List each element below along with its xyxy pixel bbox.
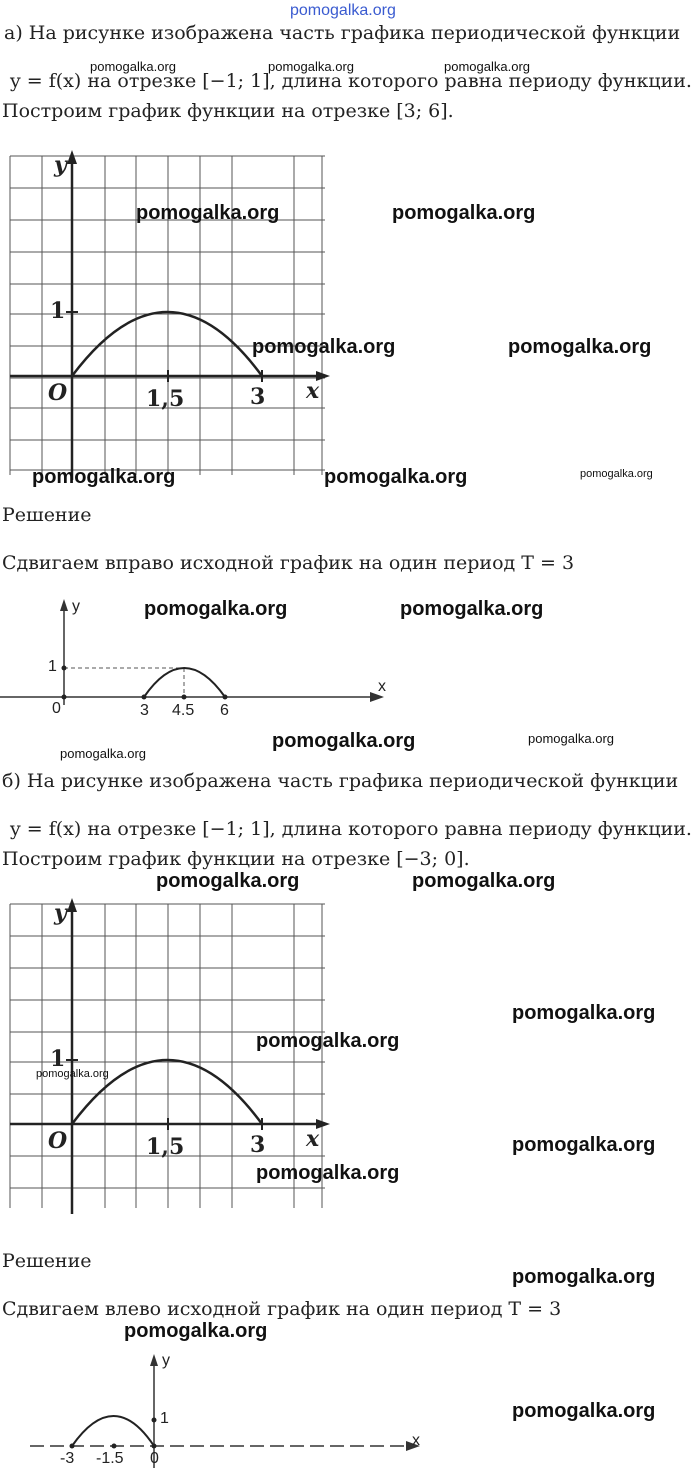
sketch-a-y-tick: 1 [48, 658, 57, 675]
part-a-line1: а) На рисунке изображена часть графика периодической функции [4, 22, 681, 44]
watermark: pomogalka.org [256, 1030, 400, 1052]
watermark: pomogalka.org [136, 202, 280, 224]
watermark: pomogalka.org [268, 59, 354, 74]
part-a-line3: Построим график функции на отрезке [3; 6]. [2, 100, 454, 122]
grid-b-x-tick-mid: 1,5 [146, 1134, 185, 1160]
sketch-a-x-tick: 4.5 [172, 702, 195, 719]
grid-a-x-tick-end: 3 [250, 384, 266, 410]
grid-a-origin: O [48, 380, 68, 406]
part-a-solution-label: Решение [2, 504, 92, 526]
grid-a-y-label: y [54, 152, 67, 178]
watermark: pomogalka.org [90, 59, 176, 74]
watermark: pomogalka.org [36, 1068, 109, 1080]
part-b-line2: y = f(x) на отрезке [−1; 1], длина которого равна периоду функции. [10, 818, 692, 840]
watermark: pomogalka.org [124, 1320, 268, 1342]
watermark: pomogalka.org [508, 336, 652, 358]
header-watermark: pomogalka.org [290, 2, 396, 19]
watermark: pomogalka.org [324, 466, 468, 488]
sketch-a-x-tick: 6 [220, 702, 229, 719]
grid-a-x-tick-mid: 1,5 [146, 386, 185, 412]
sketch-a-y-label: y [72, 598, 80, 615]
part-a-line2: y = f(x) на отрезке [−1; 1], длина которого равна периоду функции. [10, 70, 692, 92]
watermark: pomogalka.org [512, 1400, 656, 1422]
watermark: pomogalka.org [400, 598, 544, 620]
part-b-line3: Построим график функции на отрезке [−3; 0]. [2, 848, 470, 870]
grid-b-x-tick-end: 3 [250, 1132, 266, 1158]
watermark: pomogalka.org [272, 730, 416, 752]
watermark: pomogalka.org [156, 870, 300, 892]
grid-b-y-label: y [54, 900, 67, 926]
watermark: pomogalka.org [412, 870, 556, 892]
watermark: pomogalka.org [252, 336, 396, 358]
sketch-a-x-label: x [378, 678, 386, 695]
sketch-a-origin: 0 [52, 700, 61, 717]
grid-a-x-label: x [306, 378, 320, 404]
watermark: pomogalka.org [512, 1002, 656, 1024]
part-a-shift-text: Сдвигаем вправо исходной график на один период T = 3 [2, 552, 575, 574]
grid-b-origin: O [48, 1128, 68, 1154]
grid-a-y-tick: 1 [50, 298, 66, 324]
watermark: pomogalka.org [256, 1162, 400, 1184]
watermark: pomogalka.org [528, 731, 614, 746]
sketch-a-x-tick: 3 [140, 702, 149, 719]
watermark: pomogalka.org [144, 598, 288, 620]
grid-b-x-label: x [306, 1126, 320, 1152]
watermark: pomogalka.org [60, 746, 146, 761]
sketch-b-x-label: x [412, 1432, 420, 1449]
watermark: pomogalka.org [512, 1134, 656, 1156]
sketch-b-x-tick: -3 [60, 1450, 75, 1467]
part-b-line1: б) На рисунке изображена часть графика периодической функции [2, 770, 679, 792]
part-b-shift-text: Сдвигаем влево исходной график на один период T = 3 [2, 1298, 562, 1320]
sketch-b-origin: 0 [150, 1450, 159, 1467]
watermark: pomogalka.org [512, 1266, 656, 1288]
grid-b-y-tick: 1 [50, 1046, 66, 1072]
sketch-b-x-tick: -1.5 [96, 1450, 124, 1467]
sketch-b-y-label: y [162, 1352, 170, 1369]
sketch-b-y-tick: 1 [160, 1410, 169, 1427]
watermark: pomogalka.org [392, 202, 536, 224]
watermark: pomogalka.org [580, 468, 653, 480]
part-b-solution-label: Решение [2, 1250, 92, 1272]
watermark: pomogalka.org [32, 466, 176, 488]
watermark: pomogalka.org [444, 59, 530, 74]
